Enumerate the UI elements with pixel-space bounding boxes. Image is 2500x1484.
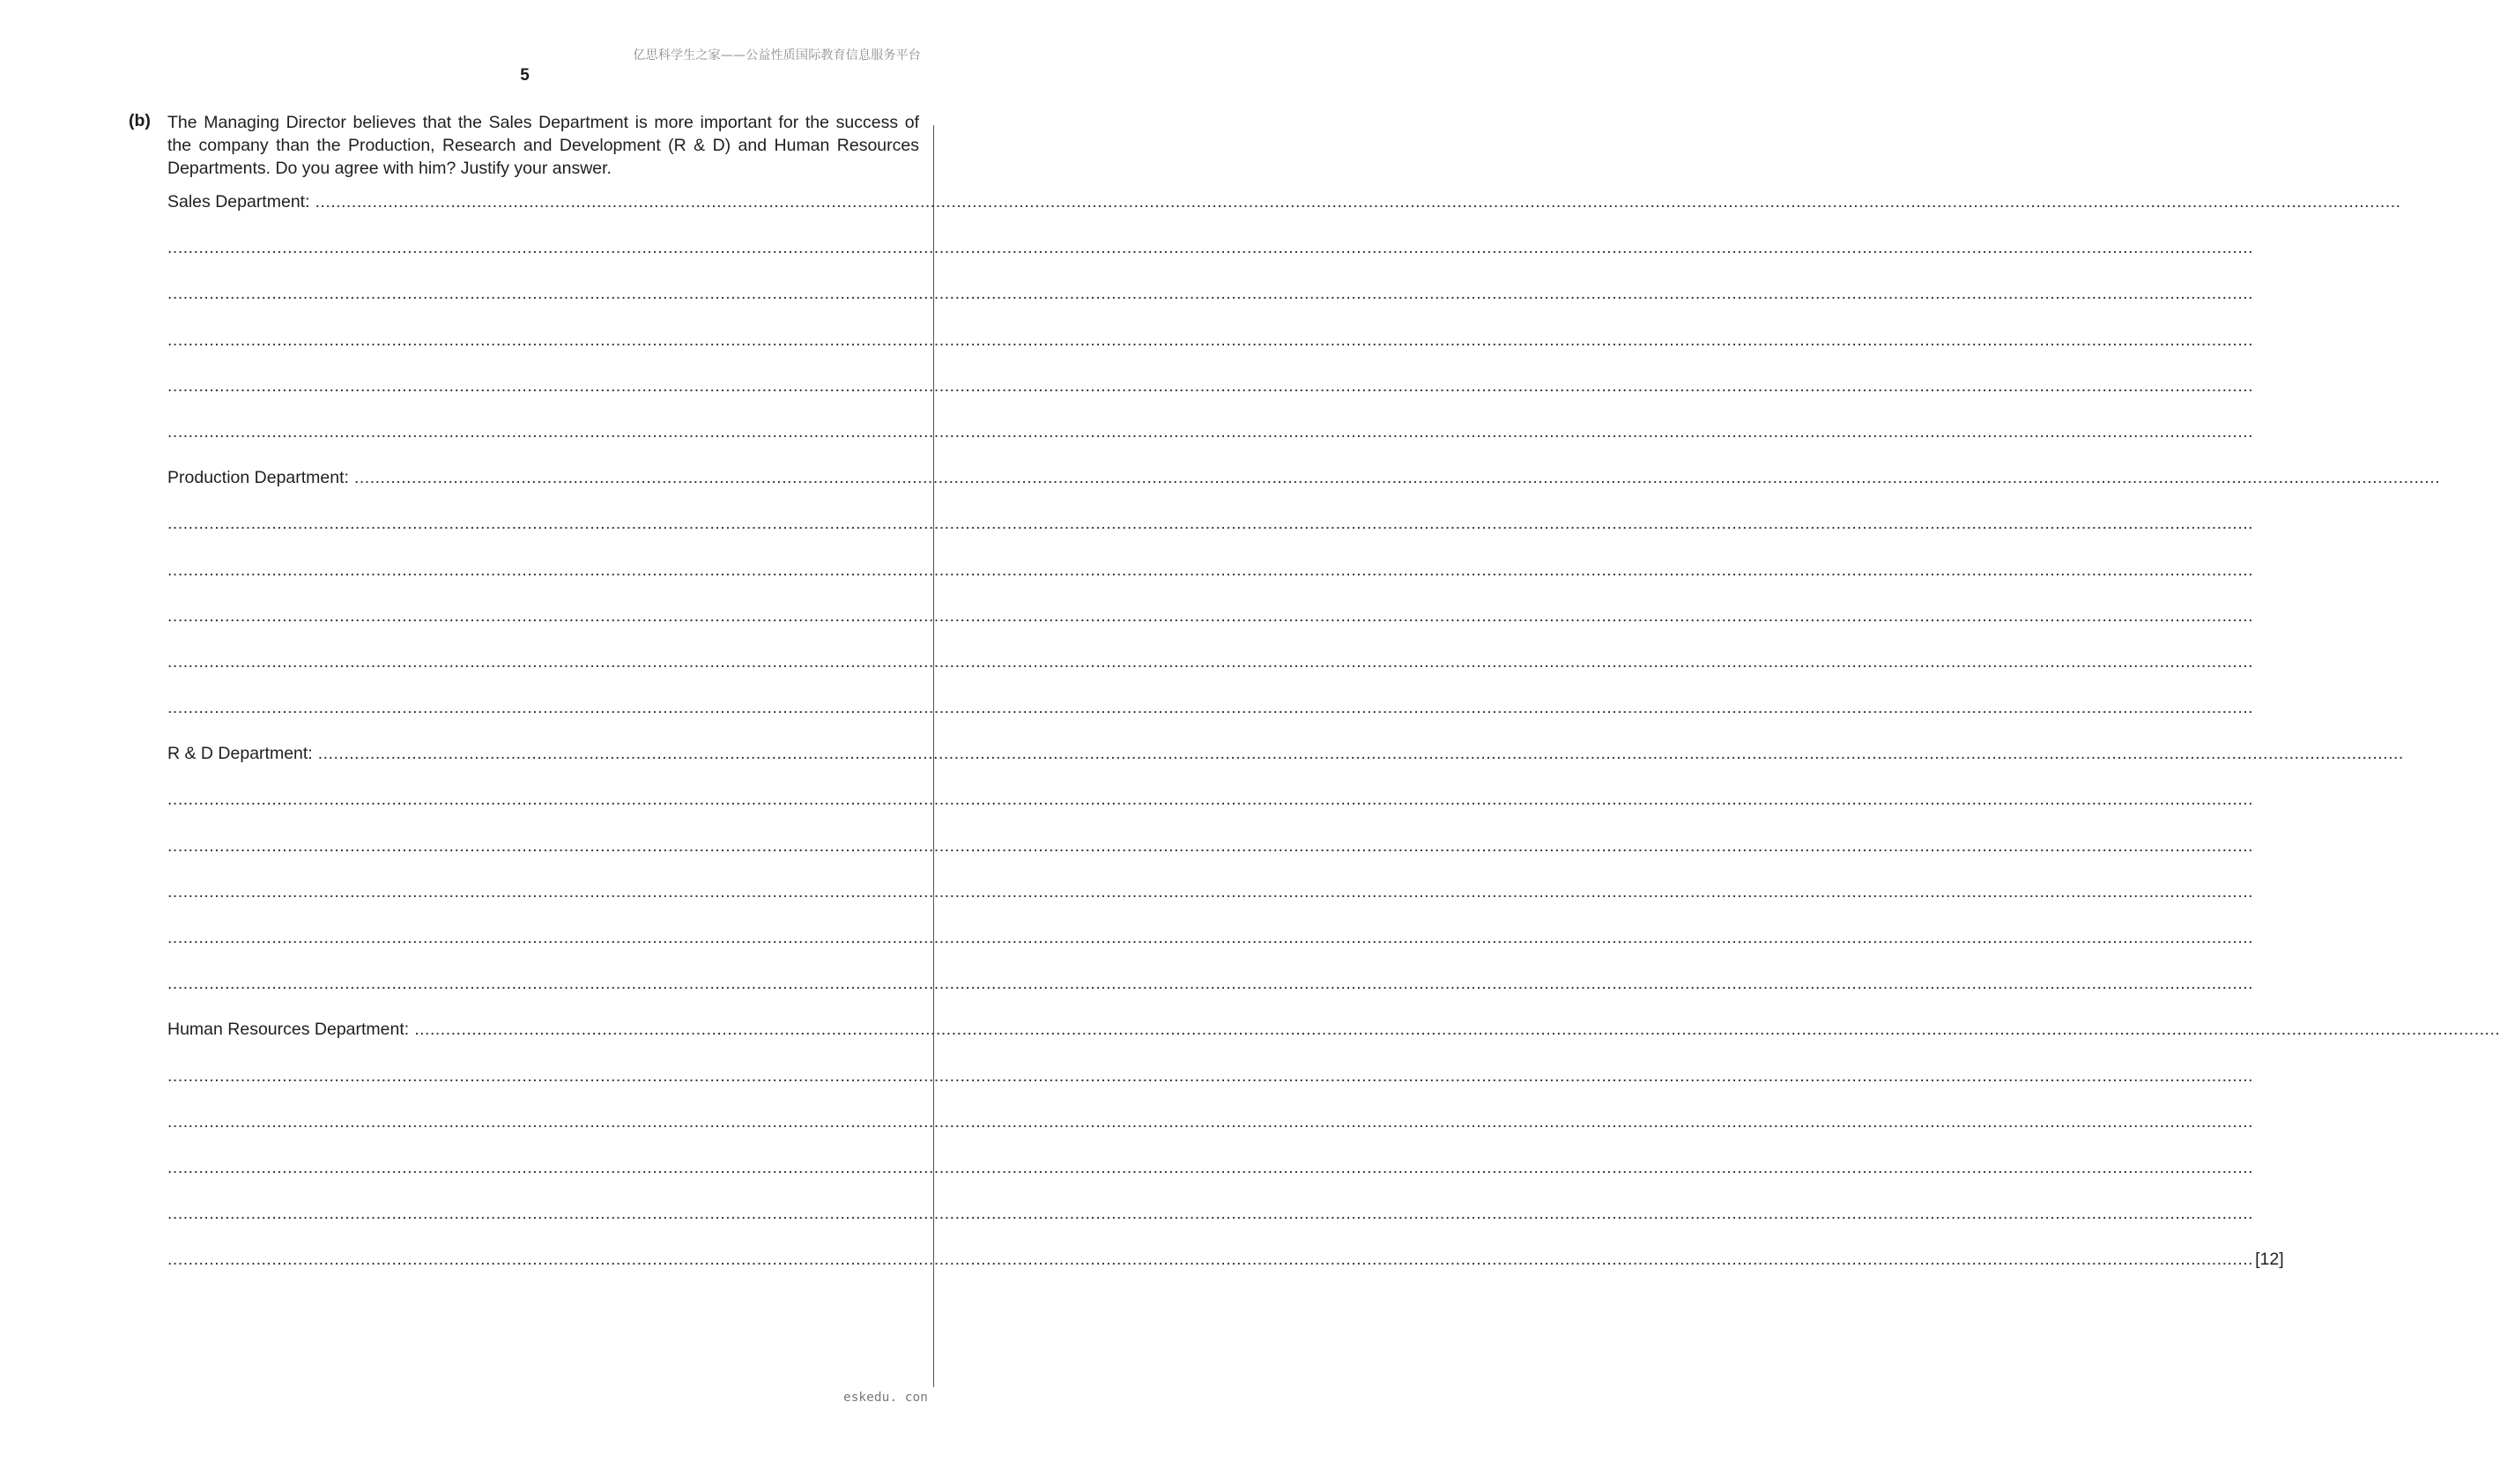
dotted-answer-space: ................................................................................................................................................................................................................................................................................................................................................................................................................ bbox=[167, 974, 2254, 994]
answer-line[interactable] bbox=[167, 468, 2441, 514]
dotted-answer-space: ................................................................................................................................................................................................................................................................................................................................................................................................................ bbox=[167, 375, 2254, 396]
dotted-answer-space: ................................................................................................................................................................................................................................................................................................................................................................................................................ bbox=[167, 605, 2254, 626]
dotted-answer-space: ................................................................................................................................................................................................................................................................................................................................................................................................................ bbox=[167, 790, 2254, 810]
dotted-answer-space: ................................................................................................................................................................................................................................................................................................................................................................................................................ bbox=[167, 835, 2254, 856]
answer-line-label: Production Department: bbox=[167, 468, 349, 488]
answer-line[interactable] bbox=[167, 928, 2254, 974]
answer-line[interactable] bbox=[167, 605, 2254, 652]
question-text: The Managing Director believes that the Sales Department is more important for the success of the company than the Production, Research and Development (R & D) and Human Resources Departments. Do you agree with him? Justify your answer. bbox=[167, 113, 919, 178]
dotted-answer-space: ................................................................................................................................................................................................................................................................................................................................................................................................................ bbox=[317, 744, 2404, 764]
answer-area bbox=[167, 192, 2500, 1296]
footer-site: eskedu. con bbox=[842, 1391, 928, 1405]
answer-line[interactable] bbox=[167, 881, 2254, 928]
answer-line[interactable] bbox=[167, 1204, 2254, 1250]
question-label: (b) bbox=[129, 111, 151, 130]
watermark: 亿思科学生之家——公益性质国际教育信息服务平台 bbox=[633, 48, 921, 63]
answer-line[interactable] bbox=[167, 192, 2401, 238]
dotted-answer-space: ................................................................................................................................................................................................................................................................................................................................................................................................................ bbox=[167, 238, 2254, 258]
answer-line[interactable] bbox=[167, 514, 2254, 560]
answer-line[interactable] bbox=[167, 835, 2254, 882]
answer-line[interactable] bbox=[167, 238, 2254, 284]
dotted-answer-space: ................................................................................................................................................................................................................................................................................................................................................................................................................ bbox=[167, 1157, 2254, 1177]
dotted-answer-space: ................................................................................................................................................................................................................................................................................................................................................................................................................ bbox=[315, 192, 2401, 211]
dotted-answer-space: ................................................................................................................................................................................................................................................................................................................................................................................................................ bbox=[167, 1250, 2254, 1270]
dotted-answer-space: ................................................................................................................................................................................................................................................................................................................................................................................................................ bbox=[167, 284, 2254, 304]
dotted-answer-space: ................................................................................................................................................................................................................................................................................................................................................................................................................ bbox=[167, 421, 2254, 441]
dotted-answer-space: ................................................................................................................................................................................................................................................................................................................................................................................................................ bbox=[353, 468, 2441, 488]
page-number: 5 bbox=[520, 66, 530, 85]
answer-line[interactable] bbox=[167, 1020, 2500, 1065]
answer-line[interactable] bbox=[167, 1250, 2284, 1295]
dotted-answer-space: ................................................................................................................................................................................................................................................................................................................................................................................................................ bbox=[167, 928, 2254, 947]
dotted-answer-space: ................................................................................................................................................................................................................................................................................................................................................................................................................ bbox=[167, 560, 2254, 580]
dotted-answer-space: ................................................................................................................................................................................................................................................................................................................................................................................................................ bbox=[167, 698, 2254, 718]
dotted-answer-space: ................................................................................................................................................................................................................................................................................................................................................................................................................ bbox=[414, 1020, 2500, 1040]
answer-line-label: Sales Department: bbox=[167, 192, 310, 211]
dotted-answer-space: ................................................................................................................................................................................................................................................................................................................................................................................................................ bbox=[167, 651, 2254, 672]
answer-line-label: Human Resources Department: bbox=[167, 1020, 410, 1040]
answer-line-label: R & D Department: bbox=[167, 744, 313, 764]
dotted-answer-space: ................................................................................................................................................................................................................................................................................................................................................................................................................ bbox=[167, 330, 2254, 350]
dotted-answer-space: ................................................................................................................................................................................................................................................................................................................................................................................................................ bbox=[167, 1065, 2254, 1086]
answer-line[interactable] bbox=[167, 1111, 2254, 1158]
answer-line[interactable] bbox=[167, 375, 2254, 422]
answer-line[interactable] bbox=[167, 1065, 2254, 1112]
answer-line[interactable] bbox=[167, 1157, 2254, 1204]
answer-line[interactable] bbox=[167, 284, 2254, 330]
answer-line[interactable] bbox=[167, 421, 2254, 468]
answer-line[interactable] bbox=[167, 698, 2254, 744]
answer-line[interactable] bbox=[167, 330, 2254, 376]
answer-line[interactable] bbox=[167, 744, 2404, 790]
answer-line[interactable] bbox=[167, 560, 2254, 606]
dotted-answer-space: ................................................................................................................................................................................................................................................................................................................................................................................................................ bbox=[167, 1111, 2254, 1132]
answer-line[interactable] bbox=[167, 790, 2254, 835]
answer-line[interactable] bbox=[167, 651, 2254, 698]
answer-line[interactable] bbox=[167, 974, 2254, 1020]
dotted-answer-space: ................................................................................................................................................................................................................................................................................................................................................................................................................ bbox=[167, 514, 2254, 534]
marks-label: [12] bbox=[2255, 1250, 2284, 1270]
dotted-answer-space: ................................................................................................................................................................................................................................................................................................................................................................................................................ bbox=[167, 881, 2254, 902]
dotted-answer-space: ................................................................................................................................................................................................................................................................................................................................................................................................................ bbox=[167, 1204, 2254, 1224]
